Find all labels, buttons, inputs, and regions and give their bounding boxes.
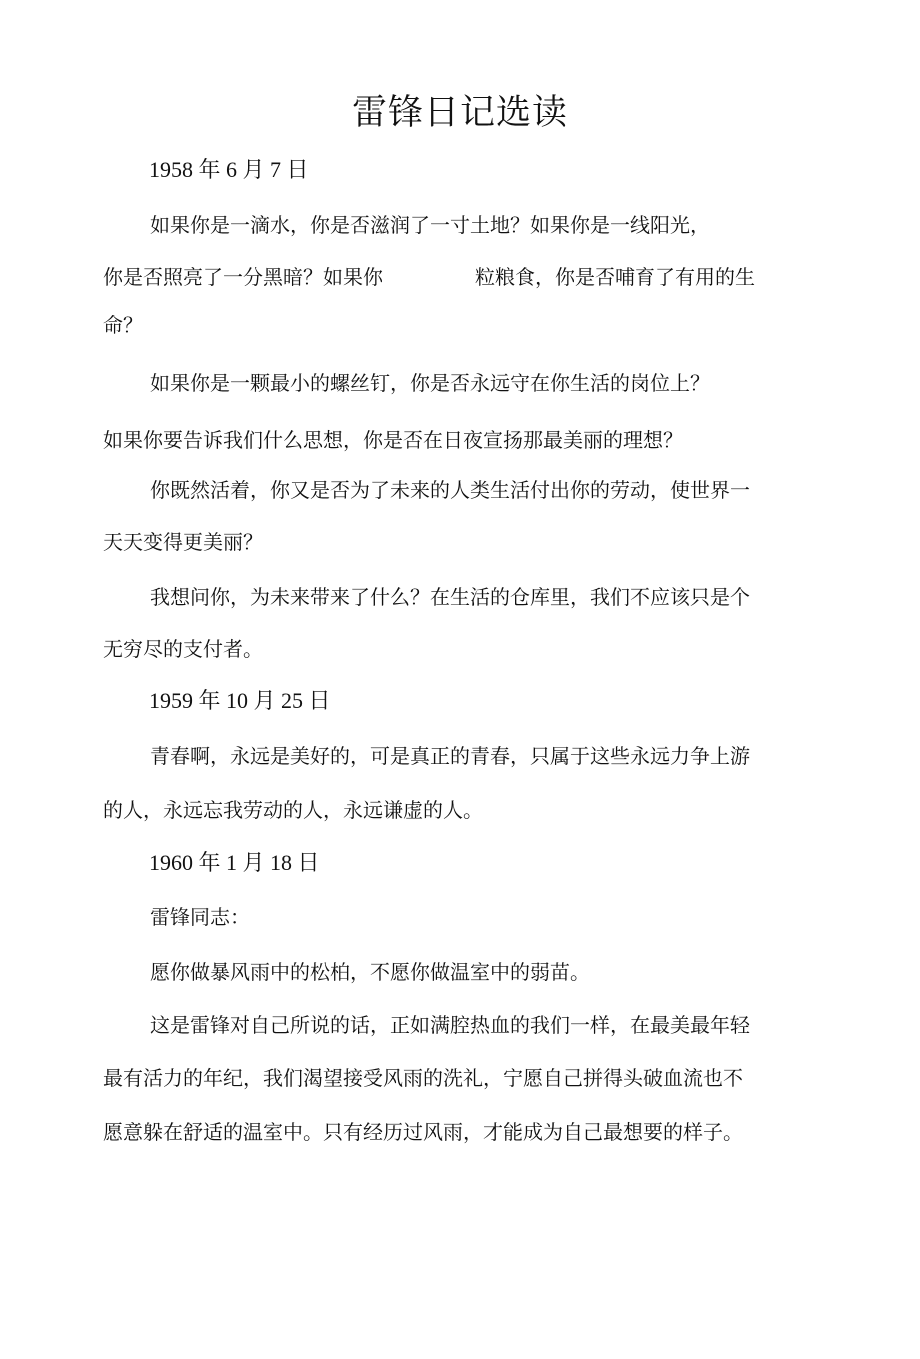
paragraph-line: 我想问你，为未来带来了什么？在生活的仓库里，我们不应该只是个 [150,585,750,609]
paragraph-line: 命？ [103,313,143,337]
paragraph-line: 天天变得更美丽？ [103,530,263,554]
paragraph-line-part: 你是否照亮了一分黑暗？如果你 [103,265,383,289]
greeting: 雷锋同志： [150,905,250,929]
commentary-line: 愿意躲在舒适的温室中。只有经历过风雨，才能成为自己最想要的样子。 [103,1120,743,1144]
paragraph-line: 愿你做暴风雨中的松柏，不愿你做温室中的弱苗。 [150,960,590,984]
entry-date-1959: 1959 年 10 月 25 日 [149,688,331,713]
paragraph-line: 青春啊，永远是美好的，可是真正的青春，只属于这些永远力争上游 [150,744,750,768]
entry-date-1960: 1960 年 1 月 18 日 [149,850,320,875]
commentary-line: 这是雷锋对自己所说的话，正如满腔热血的我们一样，在最美最年轻 [150,1013,750,1037]
document-title: 雷锋日记选读 [351,93,568,133]
paragraph-line: 的人，永远忘我劳动的人，永远谦虚的人。 [103,798,483,822]
paragraph-line [103,262,755,292]
paragraph-line: 如果你是一颗最小的螺丝钉，你是否永远守在你生活的岗位上？ [150,371,710,395]
entry-date-1958: 1958 年 6 月 7 日 [149,157,309,182]
commentary-line: 最有活力的年纪，我们渴望接受风雨的洗礼，宁愿自己拼得头破血流也不 [103,1066,743,1090]
paragraph-line: 无穷尽的支付者。 [103,637,263,661]
paragraph-line: 如果你要告诉我们什么思想，你是否在日夜宣扬那最美丽的理想？ [103,428,683,452]
paragraph-line-part: 粒粮食，你是否哺育了有用的生 [475,265,755,289]
paragraph-line: 如果你是一滴水，你是否滋润了一寸土地？如果你是一线阳光， [150,213,710,237]
paragraph-line: 你既然活着，你又是否为了未来的人类生活付出你的劳动，使世界一 [150,478,750,502]
